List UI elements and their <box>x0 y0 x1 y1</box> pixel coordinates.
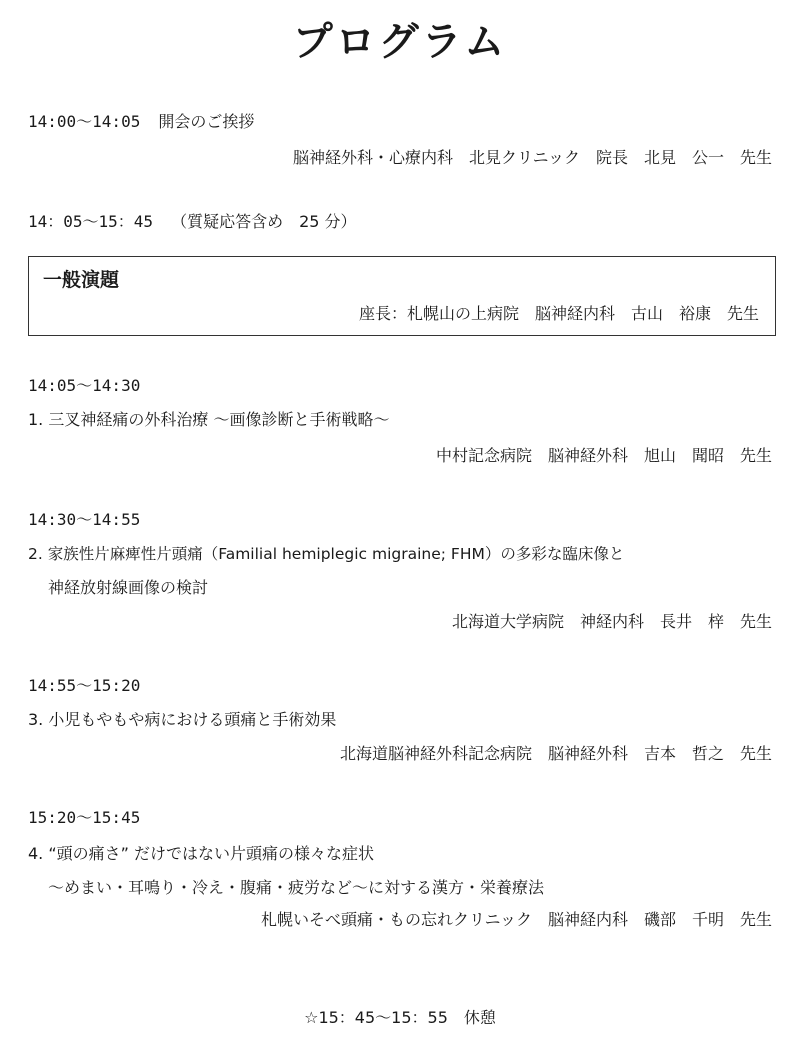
talk-4-time: 15:20〜15:45 <box>28 808 141 827</box>
talk-1-time: 14:05〜14:30 <box>28 376 141 395</box>
page-title: プログラム <box>292 19 508 65</box>
talk-4-speaker: 札幌いそべ頭痛・もの忘れクリニック 脳神経内科 磯部 千明 先生 <box>260 910 772 929</box>
opening-row <box>28 112 254 132</box>
talk-2-speaker: 北海道大学病院 神経内科 長井 梓 先生 <box>451 612 772 631</box>
talk-4-title-line-2: 〜めまい・耳鳴り・冷え・腹痛・疲労など〜に対する漢方・栄養療法 <box>48 878 545 897</box>
talk-4-title-line-1: 4. “頭の痛さ” だけではない片頭痛の様々な症状 <box>28 844 375 863</box>
talk-3-time: 14:55〜15:20 <box>28 676 141 695</box>
talk-2-title-line-2: 神経放射線画像の検討 <box>48 578 209 597</box>
session-time: 14：05〜15：45 <box>28 212 154 231</box>
general-session-title: 一般演題 <box>43 269 120 291</box>
opening-time: 14:00〜14:05 <box>28 112 141 131</box>
session-note: （質疑応答含め 25 分） <box>171 212 357 231</box>
talk-3-title: 3. 小児もやもや病における頭痛と手術効果 <box>28 710 337 729</box>
talk-1-speaker: 中村記念病院 脳神経外科 旭山 聞昭 先生 <box>435 446 772 465</box>
talk-2-time: 14:30〜14:55 <box>28 510 141 529</box>
session-chair: 座長：札幌山の上病院 脳神経内科 古山 裕康 先生 <box>358 304 759 323</box>
talk-2-title-line-1: 2. 家族性片麻痺性片頭痛（Familial hemiplegic migraine; FHM）の多彩な臨床像と <box>28 545 625 563</box>
opening-label: 開会のご挨拶 <box>158 112 255 131</box>
talk-1-title: 1. 三叉神経痛の外科治療 〜画像診断と手術戦略〜 <box>28 410 390 429</box>
opening-speaker: 脳神経外科・心療内科 北見クリニック 院長 北見 公一 先生 <box>292 148 772 167</box>
general-session-box <box>28 256 776 336</box>
talk-3-speaker: 北海道脳神経外科記念病院 脳神経外科 吉本 哲之 先生 <box>339 744 772 763</box>
break-notice: ☆15：45〜15：55 休憩 <box>304 1008 496 1027</box>
session-row <box>28 212 357 232</box>
